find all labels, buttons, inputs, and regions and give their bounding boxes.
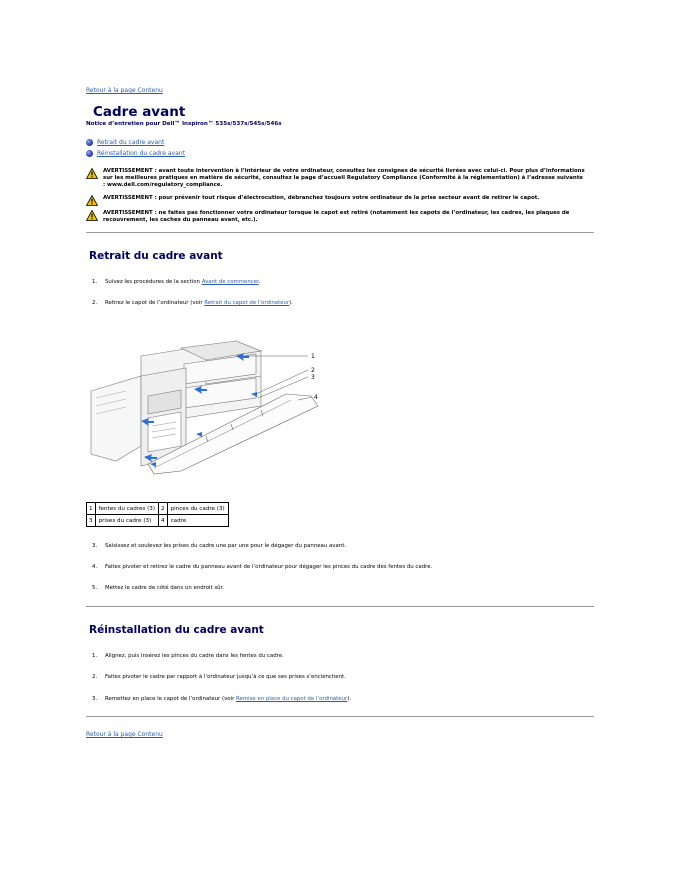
front-bezel-illustration [86, 336, 336, 476]
legend-label: prises du cadre (3) [95, 515, 158, 527]
table-row [87, 515, 229, 527]
toc-item [86, 137, 185, 148]
step-number: 2. [92, 300, 98, 306]
step-text: Suivez les procédures de la section [105, 279, 202, 285]
warning-block [86, 210, 586, 224]
section-divider [86, 716, 594, 717]
callout-label: 2 [311, 367, 315, 374]
warning-text: AVERTISSEMENT : avant toute intervention à l’intérieur de votre ordinateur, consultez les consignes de sécurité livrées avec celui-ci. Pour plus d’informations sur les meilleures pratiques en matière de sécurité, consultez la page d’accueil Regulatory Compliance (Conformité à la réglementation) à l’adresse suivante : www.dell.com/regulatory_compliance. [103, 168, 585, 189]
step-text: Mettez le cadre de côté dans un endroit sûr. [105, 585, 225, 591]
section-divider [86, 606, 594, 607]
link-before-you-begin[interactable]: Avant de commencer [201, 279, 259, 285]
callout-label: 4 [314, 394, 318, 401]
warning-text: AVERTISSEMENT : pour prévenir tout risque d’électrocution, débranchez toujours votre ordinateur de la prise secteur avant de retirer le capot. [103, 195, 540, 201]
back-to-contents-link[interactable]: Retour à la page Contenu [86, 87, 163, 94]
section-title-removal: Retrait du cadre avant [89, 250, 223, 262]
step-number: 3. [92, 696, 98, 702]
step-number: 1. [92, 653, 98, 659]
legend-number: 3 [87, 515, 96, 527]
step-item [92, 653, 284, 659]
step-text: Faites pivoter et retirez le cadre du panneau avant de l’ordinateur pour dégager les pinces du cadre des fentes du cadre. [105, 564, 433, 570]
step-text: ). [347, 696, 352, 702]
section-divider [86, 232, 594, 233]
warning-text: AVERTISSEMENT : ne faites pas fonctionner votre ordinateur lorsque le capot est retiré (notamment les capots de l’ordinateur, les cadres, les plaques de recouvrement, les caches du panneau avant, etc.). [103, 210, 570, 224]
step-item [92, 543, 346, 549]
step-text: Alignez, puis insérez les pinces du cadre dans les fentes du cadre. [105, 653, 284, 659]
legend-number: 4 [159, 515, 168, 527]
section-title-reinstall: Réinstallation du cadre avant [89, 624, 264, 636]
step-number: 2. [92, 674, 98, 680]
page-title: Cadre avant [93, 104, 186, 120]
back-to-contents-link[interactable]: Retour à la page Contenu [86, 731, 163, 738]
step-item [92, 585, 224, 591]
legend-number: 1 [87, 503, 96, 515]
step-number: 4. [92, 564, 98, 570]
step-text: . [258, 279, 261, 285]
step-item [92, 674, 346, 680]
callout-legend-table [86, 502, 229, 527]
step-text: Remettez en place le capot de l’ordinateur (voir [105, 696, 236, 702]
toc-item [86, 148, 185, 159]
bullet-icon [86, 150, 93, 157]
warning-block [86, 195, 586, 206]
step-item [92, 300, 293, 306]
warning-icon [86, 210, 98, 221]
warning-icon [86, 195, 98, 206]
step-item [92, 696, 351, 702]
toc-link-reinstall[interactable]: Réinstallation du cadre avant [97, 150, 185, 157]
table-row [87, 503, 229, 515]
table-of-contents [86, 137, 185, 159]
page-subtitle: Notice d’entretien pour Dell™ Inspiron™ 535s/537s/545s/546s [86, 121, 282, 127]
bullet-icon [86, 139, 93, 146]
callout-label: 1 [311, 353, 315, 360]
step-text: Saisissez et soulevez les prises du cadre une par une pour le dégager du panneau avant. [105, 543, 347, 549]
step-text: Faites pivoter le cadre par rapport à l’ordinateur jusqu’à ce que ses prises s’enclenchent. [105, 674, 346, 680]
toc-link-removal[interactable]: Retrait du cadre avant [97, 139, 165, 146]
legend-label: fentes du cadres (3) [95, 503, 158, 515]
legend-number: 2 [159, 503, 168, 515]
step-item [92, 564, 432, 570]
link-remove-cover[interactable]: Retrait du capot de l’ordinateur [204, 300, 290, 306]
step-item [92, 279, 260, 285]
legend-label: cadre [167, 515, 228, 527]
step-text: ). [289, 300, 294, 306]
warning-block [86, 168, 586, 190]
link-replace-cover[interactable]: Remise en place du capot de l’ordinateur [236, 696, 348, 702]
warning-icon [86, 168, 98, 179]
legend-label: pinces du cadre (3) [167, 503, 228, 515]
step-number: 3. [92, 543, 98, 549]
step-number: 1. [92, 279, 98, 285]
step-text: Retirez le capot de l’ordinateur (voir [105, 300, 205, 306]
step-number: 5. [92, 585, 98, 591]
callout-label: 3 [311, 374, 315, 381]
